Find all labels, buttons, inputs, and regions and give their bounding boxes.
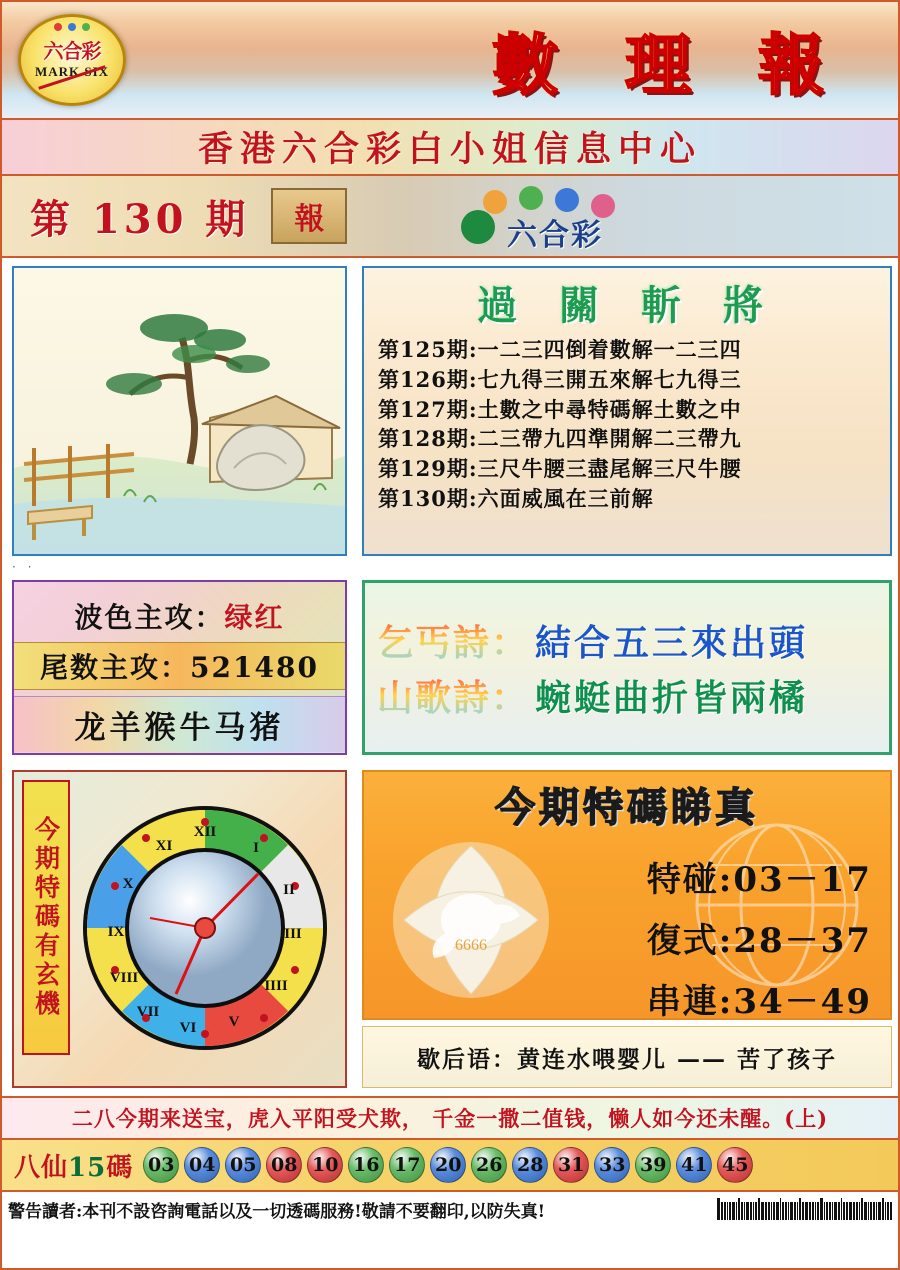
guan-zhan-title: 過 關 斬 將 bbox=[477, 282, 777, 329]
svg-text:VI: VI bbox=[179, 1020, 197, 1036]
color-strategy-value: 绿红 bbox=[224, 601, 285, 634]
svg-text:VIII: VIII bbox=[109, 970, 139, 986]
poem-text-2: 蜿蜓曲折皆兩橘 bbox=[535, 676, 809, 719]
barcode-icon bbox=[717, 1198, 892, 1220]
lottery-ball: 28 bbox=[512, 1147, 548, 1183]
logo-dots bbox=[21, 23, 123, 31]
svg-text:VII: VII bbox=[136, 1004, 160, 1020]
svg-text:6666: 6666 bbox=[455, 937, 487, 954]
color-strategy-row bbox=[14, 596, 345, 636]
balls-logo-text: 六合彩 bbox=[507, 218, 603, 253]
poem-panel bbox=[362, 580, 892, 755]
numbers-bar bbox=[2, 1140, 898, 1192]
page-body bbox=[2, 258, 898, 1096]
verse-bar bbox=[2, 1096, 898, 1140]
issue-number: 130 bbox=[91, 195, 188, 243]
tail-strategy-row bbox=[14, 642, 345, 690]
list-item: 第130期:六面威風在三前解 bbox=[378, 486, 654, 512]
tema-row: 復式:28－37 bbox=[646, 921, 872, 961]
poem-line-2 bbox=[365, 668, 889, 723]
lottery-ball: 41 bbox=[676, 1147, 712, 1183]
list-item: 第127期:土數之中尋特碼解土數之中 bbox=[378, 396, 742, 422]
tail-strategy-label: 尾数主攻： bbox=[40, 651, 191, 684]
papercut-rooster-icon bbox=[386, 828, 556, 1008]
issue-seal-icon: 報 bbox=[271, 188, 347, 244]
logo-english-text: MARK SIX bbox=[34, 63, 110, 79]
tema-row: 串連:34－49 bbox=[646, 982, 872, 1020]
issue-number-text bbox=[30, 188, 249, 245]
guan-zhan-panel bbox=[362, 266, 892, 556]
lottery-ball: 03 bbox=[143, 1147, 179, 1183]
poem-text-1: 結合五三來出頭 bbox=[535, 621, 809, 664]
svg-text:II: II bbox=[283, 882, 295, 898]
verse-text: 二八今期来送宝，虎入平阳受犬欺， 千金一撒二值钱，懒人如今还未醒。(上) bbox=[71, 1106, 829, 1131]
lottery-ball: 33 bbox=[594, 1147, 630, 1183]
subtitle-text: 香港六合彩白小姐信息中心 bbox=[197, 129, 702, 170]
issue-bar bbox=[2, 176, 898, 258]
lottery-ball: 39 bbox=[635, 1147, 671, 1183]
svg-text:V: V bbox=[228, 1014, 240, 1030]
logo-chinese-text: 六合彩 bbox=[43, 38, 101, 63]
warning-text: 警告讀者:本刊不設咨詢電話以及一切透碼服務!敬請不要翻印,以防失真! bbox=[8, 1201, 546, 1222]
warning-bar bbox=[2, 1192, 898, 1226]
lottery-ball: 45 bbox=[717, 1147, 753, 1183]
guan-zhan-list bbox=[364, 335, 890, 514]
list-item: 第126期:七九得三開五來解七九得三 bbox=[378, 366, 742, 392]
landscape-illustration bbox=[14, 268, 345, 554]
illustration-panel bbox=[12, 266, 347, 556]
zodiac-row: 龙羊猴牛马猪 bbox=[14, 696, 345, 752]
lottery-balls-logo bbox=[457, 184, 657, 253]
list-item: 第128期:二三帶九四準開解二三帶九 bbox=[378, 426, 742, 452]
illustration-caption-dots: · · bbox=[12, 560, 36, 574]
svg-text:IIII: IIII bbox=[264, 978, 288, 994]
roman-clock-icon bbox=[80, 778, 330, 1078]
lottery-ball: 05 bbox=[225, 1147, 261, 1183]
svg-text:III: III bbox=[284, 926, 302, 942]
svg-text:XI: XI bbox=[155, 838, 173, 854]
mark-six-logo bbox=[18, 14, 126, 106]
vertical-banner-text: 今期特碼有玄機 bbox=[22, 780, 70, 1055]
page-header bbox=[2, 2, 898, 120]
numbers-list bbox=[143, 1147, 753, 1183]
tema-title: 今期特碼睇真 bbox=[495, 784, 759, 831]
numbers-label bbox=[14, 1147, 133, 1184]
tema-values bbox=[647, 852, 872, 1020]
tema-panel bbox=[362, 770, 892, 1020]
lottery-ball: 31 bbox=[553, 1147, 589, 1183]
lottery-ball: 20 bbox=[430, 1147, 466, 1183]
lottery-ball: 17 bbox=[389, 1147, 425, 1183]
poem-line-1 bbox=[365, 613, 889, 668]
issue-suffix: 期 bbox=[205, 195, 250, 243]
poem-label-2: 山歌詩： bbox=[377, 670, 529, 721]
svg-text:I: I bbox=[253, 840, 259, 856]
lottery-ball: 04 bbox=[184, 1147, 220, 1183]
lottery-ball: 10 bbox=[307, 1147, 343, 1183]
svg-text:X: X bbox=[122, 876, 134, 892]
list-item: 第125期:一二三四倒着數解一二三四 bbox=[378, 337, 742, 362]
subtitle-bar bbox=[2, 120, 898, 176]
xiehouyu-text: 歇后语：黄连水喂婴儿 —— 苦了孩子 bbox=[362, 1026, 892, 1088]
tema-row: 特碰:03－17 bbox=[646, 860, 872, 900]
numbers-label-suffix: 碼 bbox=[106, 1152, 134, 1183]
list-item: 第129期:三尺牛腰三盡尾解三尺牛腰 bbox=[378, 456, 742, 482]
clock-panel bbox=[12, 770, 347, 1088]
numbers-label-count: 15 bbox=[68, 1152, 107, 1183]
masthead-title: 數 理 報 bbox=[492, 26, 846, 104]
lottery-ball: 26 bbox=[471, 1147, 507, 1183]
tail-strategy-value: 521480 bbox=[190, 651, 319, 684]
svg-text:IX: IX bbox=[107, 924, 125, 940]
lottery-ball: 16 bbox=[348, 1147, 384, 1183]
lottery-ball: 08 bbox=[266, 1147, 302, 1183]
svg-text:XII: XII bbox=[193, 824, 217, 840]
bose-panel bbox=[12, 580, 347, 755]
numbers-label-prefix: 八仙 bbox=[14, 1152, 69, 1183]
poem-label-1: 乞丐詩： bbox=[377, 615, 529, 666]
issue-prefix: 第 bbox=[30, 195, 74, 243]
color-strategy-label: 波色主攻： bbox=[74, 601, 225, 634]
